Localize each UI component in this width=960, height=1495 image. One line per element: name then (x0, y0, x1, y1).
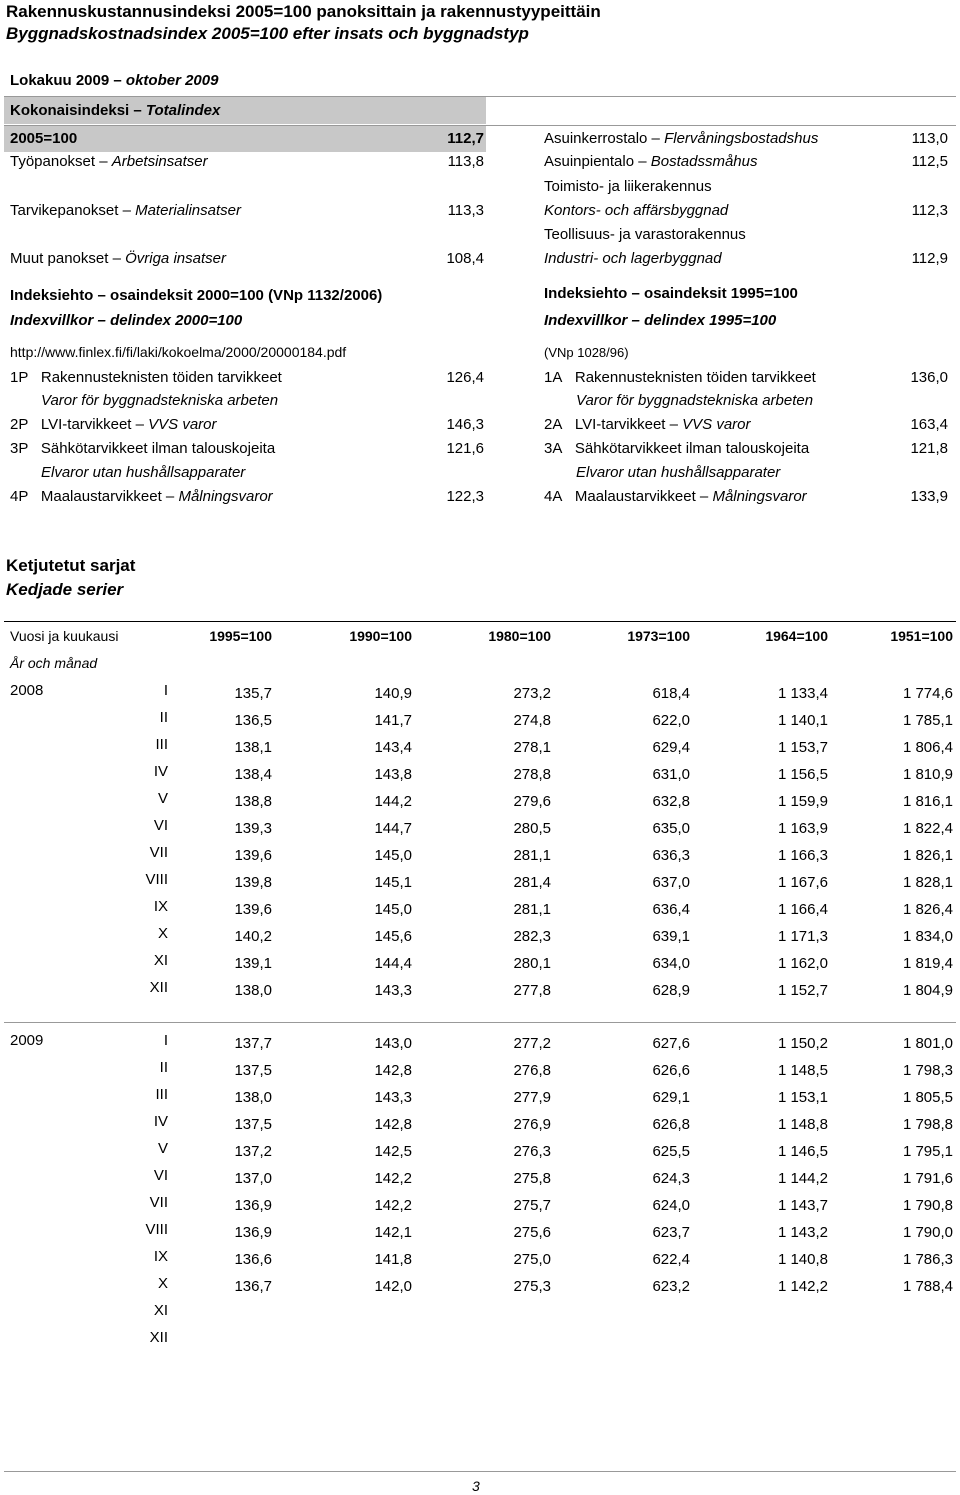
sub-left-1-code: 1P (10, 369, 29, 386)
table-cell: 273,2 (513, 685, 551, 702)
table-cell: 281,4 (513, 874, 551, 891)
ind-left-fi: Indeksiehto – osaindeksit 2000=100 (VNp 1132/2006) (10, 287, 383, 304)
table-cell: 1 142,2 (777, 1278, 828, 1295)
month-label: II (159, 709, 168, 726)
sub-right-4-value: 133,9 (910, 488, 948, 505)
left-row-base: 2005=100 (10, 130, 78, 147)
table-cell: 139,8 (234, 874, 272, 891)
table-cell: 1 167,6 (777, 874, 828, 891)
table-cell: 142,8 (374, 1116, 412, 1133)
table-cell: 1 805,5 (902, 1089, 953, 1106)
right-row-4-fi: Teollisuus- ja varastorakennus (544, 226, 746, 243)
table-cell: 624,3 (652, 1170, 690, 1187)
column-header: 1995=100 (209, 628, 272, 644)
ind-left-fi-a: Indeksiehto (10, 287, 94, 304)
table-cell: 277,2 (513, 1035, 551, 1052)
month-label: V (157, 790, 168, 807)
chained-heading-fi: Ketjutetut sarjat (6, 556, 136, 575)
table-cell: 274,8 (513, 712, 551, 729)
column-header: 1973=100 (627, 628, 690, 644)
period-sv: oktober 2009 (125, 72, 219, 89)
right-row-2-sv: Bostadssmåhus (650, 153, 758, 170)
table-head-sv: År och månad (10, 655, 98, 671)
table-cell: 639,1 (652, 928, 690, 945)
sub-right-2-value: 163,4 (910, 416, 948, 433)
sub-left-2-code: 2P (10, 416, 29, 433)
table-cell: 275,7 (513, 1197, 551, 1214)
period (10, 72, 218, 89)
right-row-1-sv: Flervåningsbostadshus (664, 130, 819, 147)
table-cell: 144,2 (374, 793, 412, 810)
table-cell: 1 148,8 (777, 1116, 828, 1133)
sub-left-3 (10, 440, 275, 457)
table-top-rule (4, 621, 956, 622)
table-cell: 623,7 (652, 1224, 690, 1241)
sub-right-1-code: 1A (544, 369, 563, 386)
right-row-2: Asuinpientalo – Bostadssmåhus (544, 153, 758, 170)
table-cell: 281,1 (513, 901, 551, 918)
table-cell: 144,4 (374, 955, 412, 972)
table-cell: 136,9 (234, 1197, 272, 1214)
sub-left-1-fi: Rakennusteknisten töiden tarvikkeet (40, 369, 282, 386)
total-fi: Kokonaisindeksi (10, 102, 130, 119)
ind-left-fi-b: osaindeksit 2000=100 (VNp 1132/2006) (110, 287, 383, 304)
table-cell: 1 166,4 (777, 901, 828, 918)
table-cell: 143,4 (374, 739, 412, 756)
table-cell: 139,1 (234, 955, 272, 972)
month-label: VII (149, 1194, 168, 1211)
table-cell: 634,0 (652, 955, 690, 972)
table-cell: 636,4 (652, 901, 690, 918)
month-label: XI (153, 1302, 168, 1319)
sub-left-2-value: 146,3 (446, 416, 484, 433)
table-cell: 142,2 (374, 1197, 412, 1214)
table-cell: 622,4 (652, 1251, 690, 1268)
table-cell: 624,0 (652, 1197, 690, 1214)
table-cell: 282,3 (513, 928, 551, 945)
table-cell: 626,6 (652, 1062, 690, 1079)
table-cell: 622,0 (652, 712, 690, 729)
left-row-other-value: 108,4 (446, 250, 484, 267)
year-separator (4, 1022, 956, 1023)
table-cell: 140,2 (234, 928, 272, 945)
table-cell: 138,4 (234, 766, 272, 783)
month-label: XII (149, 1329, 168, 1346)
table-cell: 1 788,4 (902, 1278, 953, 1295)
sub-left-3-fi: Sähkötarvikkeet ilman talouskojeita (40, 440, 276, 457)
table-cell: 144,7 (374, 820, 412, 837)
month-label: VIII (145, 1221, 168, 1238)
table-cell: 1 140,1 (777, 712, 828, 729)
title-sv: Byggnadskostnadsindex 2005=100 efter insats och byggnadstyp (6, 24, 529, 43)
table-cell: 275,8 (513, 1170, 551, 1187)
sub-right-2: 2A LVI-tarvikkeet – VVS varor (544, 416, 751, 433)
page-number: 3 (472, 1478, 480, 1494)
table-cell: 1 822,4 (902, 820, 953, 837)
table-cell: 135,7 (234, 685, 272, 702)
chained-heading-sv: Kedjade serier (6, 580, 124, 599)
left-row-work-fi: Työpanokset (10, 153, 96, 170)
table-cell: 1 143,7 (777, 1197, 828, 1214)
sub-left-2-sv: VVS varor (148, 416, 217, 433)
table-cell: 142,1 (374, 1224, 412, 1241)
table-cell: 1 834,0 (902, 928, 953, 945)
left-row-material-sv: Materialinsatser (135, 202, 241, 219)
table-cell: 1 162,0 (777, 955, 828, 972)
title-fi: Rakennuskustannusindeksi 2005=100 panoksittain ja rakennustyypeittäin (6, 2, 601, 21)
table-cell: 629,1 (652, 1089, 690, 1106)
table-cell: 281,1 (513, 847, 551, 864)
table-cell: 143,0 (374, 1035, 412, 1052)
table-cell: 276,3 (513, 1143, 551, 1160)
right-row-4-value: 112,9 (911, 250, 948, 267)
table-cell: 1 798,8 (902, 1116, 953, 1133)
table-cell: 277,8 (513, 982, 551, 999)
period-fi: Lokakuu 2009 (10, 72, 110, 89)
month-label: XII (149, 979, 168, 996)
right-row-1: Asuinkerrostalo – Flervåningsbostadshus (544, 130, 819, 147)
sub-right-4-sv: Målningsvaror (712, 488, 807, 505)
ind-right-sv: Indexvillkor – delindex 1995=100 (544, 312, 777, 329)
sub-right-3 (544, 440, 809, 457)
sub-right-4-code: 4A (544, 488, 563, 505)
sub-left-4-fi: Maalaustarvikkeet (40, 488, 162, 505)
sub-left-4-sv: Målningsvaror (178, 488, 273, 505)
ind-right-note: (VNp 1028/96) (544, 345, 629, 360)
table-cell: 1 790,0 (902, 1224, 953, 1241)
table-cell: 275,6 (513, 1224, 551, 1241)
left-row-other-sv: Övriga insatser (125, 250, 226, 267)
column-header: 1951=100 (890, 628, 953, 644)
table-cell: 1 774,6 (902, 685, 953, 702)
sub-left-2: 2P LVI-tarvikkeet – VVS varor (10, 416, 217, 433)
table-cell: 1 153,1 (777, 1089, 828, 1106)
sub-right-3-sv: Elvaror utan hushållsapparater (576, 464, 781, 481)
table-cell: 1 148,5 (777, 1062, 828, 1079)
sub-left-4-value: 122,3 (446, 488, 484, 505)
table-cell: 142,0 (374, 1278, 412, 1295)
month-label: IX (153, 1248, 168, 1265)
table-cell: 1 801,0 (902, 1035, 953, 1052)
table-cell: 626,8 (652, 1116, 690, 1133)
table-cell: 1 819,4 (902, 955, 953, 972)
month-label: IV (153, 1113, 168, 1130)
table-cell: 1 828,1 (902, 874, 953, 891)
table-cell: 136,6 (234, 1251, 272, 1268)
sub-left-3-sv: Elvaror utan hushållsapparater (41, 464, 246, 481)
table-cell: 1 795,1 (902, 1143, 953, 1160)
right-row-3-sv: Kontors- och affärsbyggnad (544, 202, 729, 219)
month-label: I (163, 1032, 168, 1049)
sub-right-1-sv: Varor för byggnadstekniska arbeten (576, 392, 814, 409)
table-cell: 142,2 (374, 1170, 412, 1187)
column-header: 1990=100 (349, 628, 412, 644)
table-cell: 137,0 (234, 1170, 272, 1187)
table-cell: 138,8 (234, 793, 272, 810)
ind-left-sv-a: Indexvillkor (10, 312, 94, 329)
right-row-2-value: 112,5 (911, 153, 948, 170)
table-cell: 1 163,9 (777, 820, 828, 837)
table-cell: 278,8 (513, 766, 551, 783)
sub-right-4: 4A Maalaustarvikkeet – Målningsvaror (544, 488, 807, 505)
table-cell: 276,9 (513, 1116, 551, 1133)
month-label: III (155, 1086, 168, 1103)
table-cell: 1 133,4 (777, 685, 828, 702)
table-cell: 143,8 (374, 766, 412, 783)
year-label: 2008 (10, 682, 44, 699)
month-label: X (157, 925, 168, 942)
ind-right-fi-a: Indeksiehto (544, 285, 628, 302)
table-cell: 625,5 (652, 1143, 690, 1160)
sub-left-4: 4P Maalaustarvikkeet – Målningsvaror (10, 488, 273, 505)
total-dash: – (133, 102, 142, 119)
header-rule (4, 96, 956, 97)
table-cell: 139,6 (234, 847, 272, 864)
sub-right-2-fi: LVI-tarvikkeet (574, 416, 666, 433)
table-cell: 1 150,2 (777, 1035, 828, 1052)
table-cell: 1 826,4 (902, 901, 953, 918)
table-cell: 137,5 (234, 1116, 272, 1133)
table-cell: 1 806,4 (902, 739, 953, 756)
table-cell: 140,9 (374, 685, 412, 702)
finlex-link[interactable]: http://www.finlex.fi/fi/laki/kokoelma/2000/20000184.pdf (10, 344, 347, 360)
table-cell: 145,6 (374, 928, 412, 945)
table-cell: 1 140,8 (777, 1251, 828, 1268)
ind-right-sv-b: delindex 1995=100 (644, 312, 777, 329)
month-label: XI (153, 952, 168, 969)
sub-right-1 (544, 369, 816, 386)
ind-left-sv-b: delindex 2000=100 (110, 312, 243, 329)
table-cell: 1 156,5 (777, 766, 828, 783)
table-cell: 1 144,2 (777, 1170, 828, 1187)
table-cell: 138,0 (234, 982, 272, 999)
month-label: IX (153, 898, 168, 915)
sub-right-4-fi: Maalaustarvikkeet (574, 488, 696, 505)
table-cell: 1 166,3 (777, 847, 828, 864)
sub-right-2-sv: VVS varor (682, 416, 751, 433)
right-row-3-fi: Toimisto- ja liikerakennus (544, 178, 712, 195)
table-cell: 145,0 (374, 901, 412, 918)
table-cell: 277,9 (513, 1089, 551, 1106)
table-cell: 275,3 (513, 1278, 551, 1295)
left-row-other: Muut panokset – Övriga insatser (10, 250, 226, 267)
table-cell: 276,8 (513, 1062, 551, 1079)
column-header: 1964=100 (765, 628, 828, 644)
table-cell: 1 159,9 (777, 793, 828, 810)
table-cell: 1 816,1 (902, 793, 953, 810)
left-row-work-sv: Arbetsinsatser (111, 153, 208, 170)
table-cell: 1 798,3 (902, 1062, 953, 1079)
month-label: I (163, 682, 168, 699)
left-row-material-value: 113,3 (447, 202, 484, 219)
ind-left-sv: Indexvillkor – delindex 2000=100 (10, 312, 243, 329)
table-cell: 145,1 (374, 874, 412, 891)
table-cell: 636,3 (652, 847, 690, 864)
month-label: VII (149, 844, 168, 861)
table-cell: 138,0 (234, 1089, 272, 1106)
table-cell: 627,6 (652, 1035, 690, 1052)
month-label: VIII (145, 871, 168, 888)
table-cell: 278,1 (513, 739, 551, 756)
left-row-material-fi: Tarvikepanokset (10, 202, 119, 219)
table-cell: 275,0 (513, 1251, 551, 1268)
table-cell: 137,7 (234, 1035, 272, 1052)
left-row-material: Tarvikepanokset – Materialinsatser (10, 202, 241, 219)
header-rule-2 (4, 125, 956, 126)
sub-right-3-code: 3A (544, 440, 563, 457)
table-cell: 637,0 (652, 874, 690, 891)
table-cell: 279,6 (513, 793, 551, 810)
table-cell: 145,0 (374, 847, 412, 864)
right-row-3-value: 112,3 (911, 202, 948, 219)
right-row-1-fi: Asuinkerrostalo (544, 130, 648, 147)
table-cell: 1 786,3 (902, 1251, 953, 1268)
sub-left-2-fi: LVI-tarvikkeet (40, 416, 132, 433)
table-cell: 632,8 (652, 793, 690, 810)
period-dash: – (113, 72, 122, 89)
sub-right-2-code: 2A (544, 416, 563, 433)
table-cell: 138,1 (234, 739, 272, 756)
month-label: II (159, 1059, 168, 1076)
table-cell: 623,2 (652, 1278, 690, 1295)
sub-right-3-fi: Sähkötarvikkeet ilman talouskojeita (574, 440, 810, 457)
left-row-other-fi: Muut panokset (10, 250, 109, 267)
month-label: V (157, 1140, 168, 1157)
sub-left-4-code: 4P (10, 488, 29, 505)
right-row-1-value: 113,0 (911, 130, 948, 147)
table-cell: 628,9 (652, 982, 690, 999)
table-cell: 1 826,1 (902, 847, 953, 864)
column-header: 1980=100 (488, 628, 551, 644)
table-cell: 1 152,7 (777, 982, 828, 999)
sub-right-1-value: 136,0 (910, 369, 948, 386)
sub-right-3-value: 121,8 (910, 440, 948, 457)
right-row-2-fi: Asuinpientalo (544, 153, 635, 170)
table-cell: 139,6 (234, 901, 272, 918)
sub-left-1 (10, 369, 282, 386)
total-index-label (10, 102, 220, 119)
sub-right-1-fi: Rakennusteknisten töiden tarvikkeet (574, 369, 816, 386)
ind-right-fi-b: osaindeksit 1995=100 (644, 285, 798, 302)
table-cell: 280,5 (513, 820, 551, 837)
table-head-fi: Vuosi ja kuukausi (10, 628, 119, 644)
footer-rule (4, 1471, 956, 1472)
month-label: VI (153, 817, 168, 834)
table-cell: 1 146,5 (777, 1143, 828, 1160)
table-cell: 280,1 (513, 955, 551, 972)
table-cell: 1 804,9 (902, 982, 953, 999)
month-label: III (155, 736, 168, 753)
table-cell: 143,3 (374, 982, 412, 999)
table-cell: 136,7 (234, 1278, 272, 1295)
table-cell: 629,4 (652, 739, 690, 756)
table-cell: 142,8 (374, 1062, 412, 1079)
month-label: X (157, 1275, 168, 1292)
table-cell: 139,3 (234, 820, 272, 837)
right-row-4-sv: Industri- och lagerbyggnad (544, 250, 722, 267)
ind-right-fi: Indeksiehto – osaindeksit 1995=100 (544, 285, 798, 302)
table-cell: 143,3 (374, 1089, 412, 1106)
total-sv: Totalindex (145, 102, 221, 119)
table-cell: 1 153,7 (777, 739, 828, 756)
left-row-base-value: 112,7 (447, 130, 484, 147)
table-cell: 635,0 (652, 820, 690, 837)
table-cell: 137,2 (234, 1143, 272, 1160)
table-cell: 1 810,9 (902, 766, 953, 783)
table-cell: 142,5 (374, 1143, 412, 1160)
table-cell: 1 171,3 (777, 928, 828, 945)
month-label: VI (153, 1167, 168, 1184)
table-cell: 631,0 (652, 766, 690, 783)
sub-left-1-value: 126,4 (446, 369, 484, 386)
left-row-work-value: 113,8 (447, 153, 484, 170)
ind-right-sv-a: Indexvillkor (544, 312, 628, 329)
table-cell: 1 791,6 (902, 1170, 953, 1187)
sub-left-3-code: 3P (10, 440, 29, 457)
table-cell: 141,7 (374, 712, 412, 729)
table-cell: 137,5 (234, 1062, 272, 1079)
table-cell: 136,9 (234, 1224, 272, 1241)
sub-left-1-sv: Varor för byggnadstekniska arbeten (41, 392, 279, 409)
table-cell: 618,4 (652, 685, 690, 702)
table-cell: 1 785,1 (902, 712, 953, 729)
sub-left-3-value: 121,6 (446, 440, 484, 457)
year-label: 2009 (10, 1032, 44, 1049)
table-cell: 141,8 (374, 1251, 412, 1268)
table-cell: 1 790,8 (902, 1197, 953, 1214)
month-label: IV (153, 763, 168, 780)
left-row-work: Työpanokset – Arbetsinsatser (10, 153, 208, 170)
table-cell: 1 143,2 (777, 1224, 828, 1241)
table-cell: 136,5 (234, 712, 272, 729)
